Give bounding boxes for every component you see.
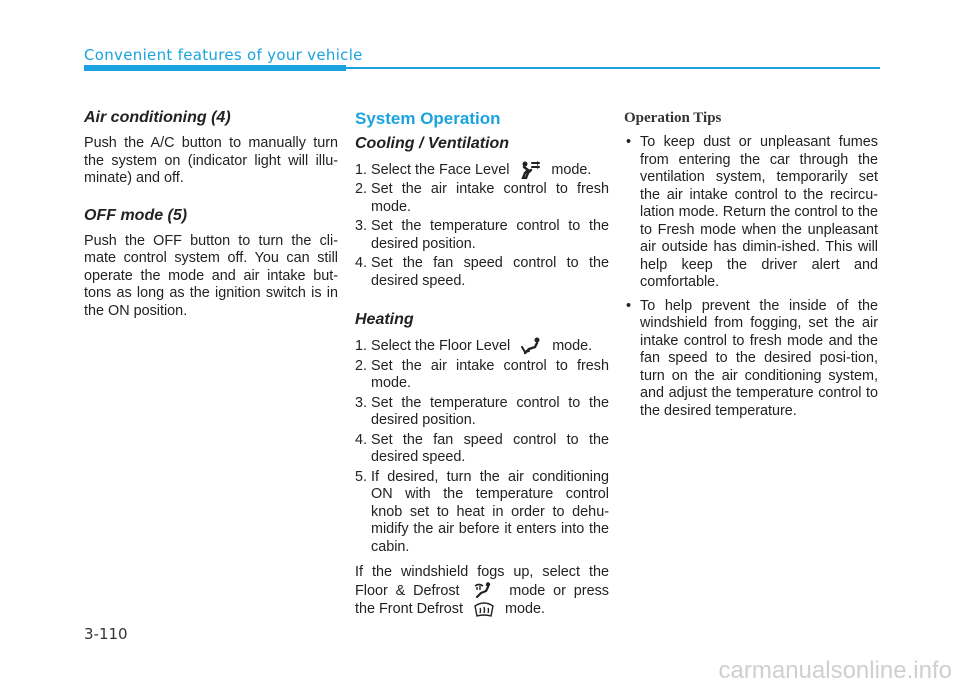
heating-heading: Heating [355, 311, 414, 329]
defrost-note: If the windshield fogs up, select the Floor & Defrost mode or press the Front Defrost mode. [355, 564, 609, 617]
off-text: Push the OFF button to turn the cli-mate control system off. You can still operate the mode and air intake but-tons as long as the ignition switch is in the ON position. [84, 232, 338, 319]
list-item: 3. Set the temperature control to the desired position. [355, 394, 609, 429]
face-level-icon [519, 161, 541, 179]
list-item: 2. Set the air intake control to fresh mode. [355, 357, 609, 392]
ac-heading: Air conditioning (4) [84, 109, 231, 126]
list-item [355, 161, 609, 179]
heating-step1-a: 1. Select the Floor Level [355, 338, 511, 355]
operation-tips-heading: Operation Tips [624, 110, 722, 126]
column-middle [355, 108, 609, 618]
header-bar-thin [346, 67, 880, 69]
list-item [355, 337, 609, 355]
watermark: carmanualsonline.info [718, 657, 952, 684]
list-item: 4. Set the fan speed control to the desired speed. [355, 255, 609, 289]
header-title: Convenient features of your vehicle [84, 46, 363, 64]
cooling-steps [355, 161, 609, 290]
list-item: • To help prevent the inside of the windshield from fogging, set the air intake control to fresh mode and the fan speed to the desired posi-tion, turn on the air conditioning system, and adjust the temperature control to the desired temperature. [624, 298, 878, 421]
column-left [84, 108, 338, 320]
list-item: 4. Set the fan speed control to the desired speed. [355, 431, 609, 466]
list-item: 3. Set the temperature control to the desired position. [355, 218, 609, 252]
floor-defrost-icon [473, 582, 495, 600]
front-defrost-icon [473, 600, 495, 618]
list-item: 5. If desired, turn the air conditioning ON with the temperature control knob set to heat in order to dehu-midify the air before it enters into the cabin. [355, 468, 609, 555]
page-number: 3-110 [84, 625, 128, 643]
list-item: 2. Set the air intake control to fresh mode. [355, 181, 609, 215]
list-item: • To keep dust or unpleasant fumes from entering the car through the ventilation system, temporarily set the air intake control to the recircu-lation mode. Return the control to the to Fresh mode when the unpleasant air outside has dimin-ished. This will help keep the driver alert and comfortable. [624, 134, 878, 292]
system-operation-heading: System Operation [355, 109, 501, 128]
cooling-heading: Cooling / Ventilation [355, 135, 510, 152]
tips-list [624, 134, 878, 420]
heating-step1-b: mode. [552, 338, 593, 355]
ac-text: Push the A/C button to manually turn the system on (indicator light will illu-minate) and off. [84, 135, 338, 186]
header-bar-thick [84, 65, 346, 71]
cooling-step1-b: mode. [551, 161, 592, 178]
heating-steps [355, 337, 609, 556]
cooling-step1-a: 1. Select the Face Level [355, 161, 510, 178]
floor-level-icon [520, 337, 542, 355]
off-heading: OFF mode (5) [84, 206, 188, 224]
column-right [624, 108, 878, 426]
